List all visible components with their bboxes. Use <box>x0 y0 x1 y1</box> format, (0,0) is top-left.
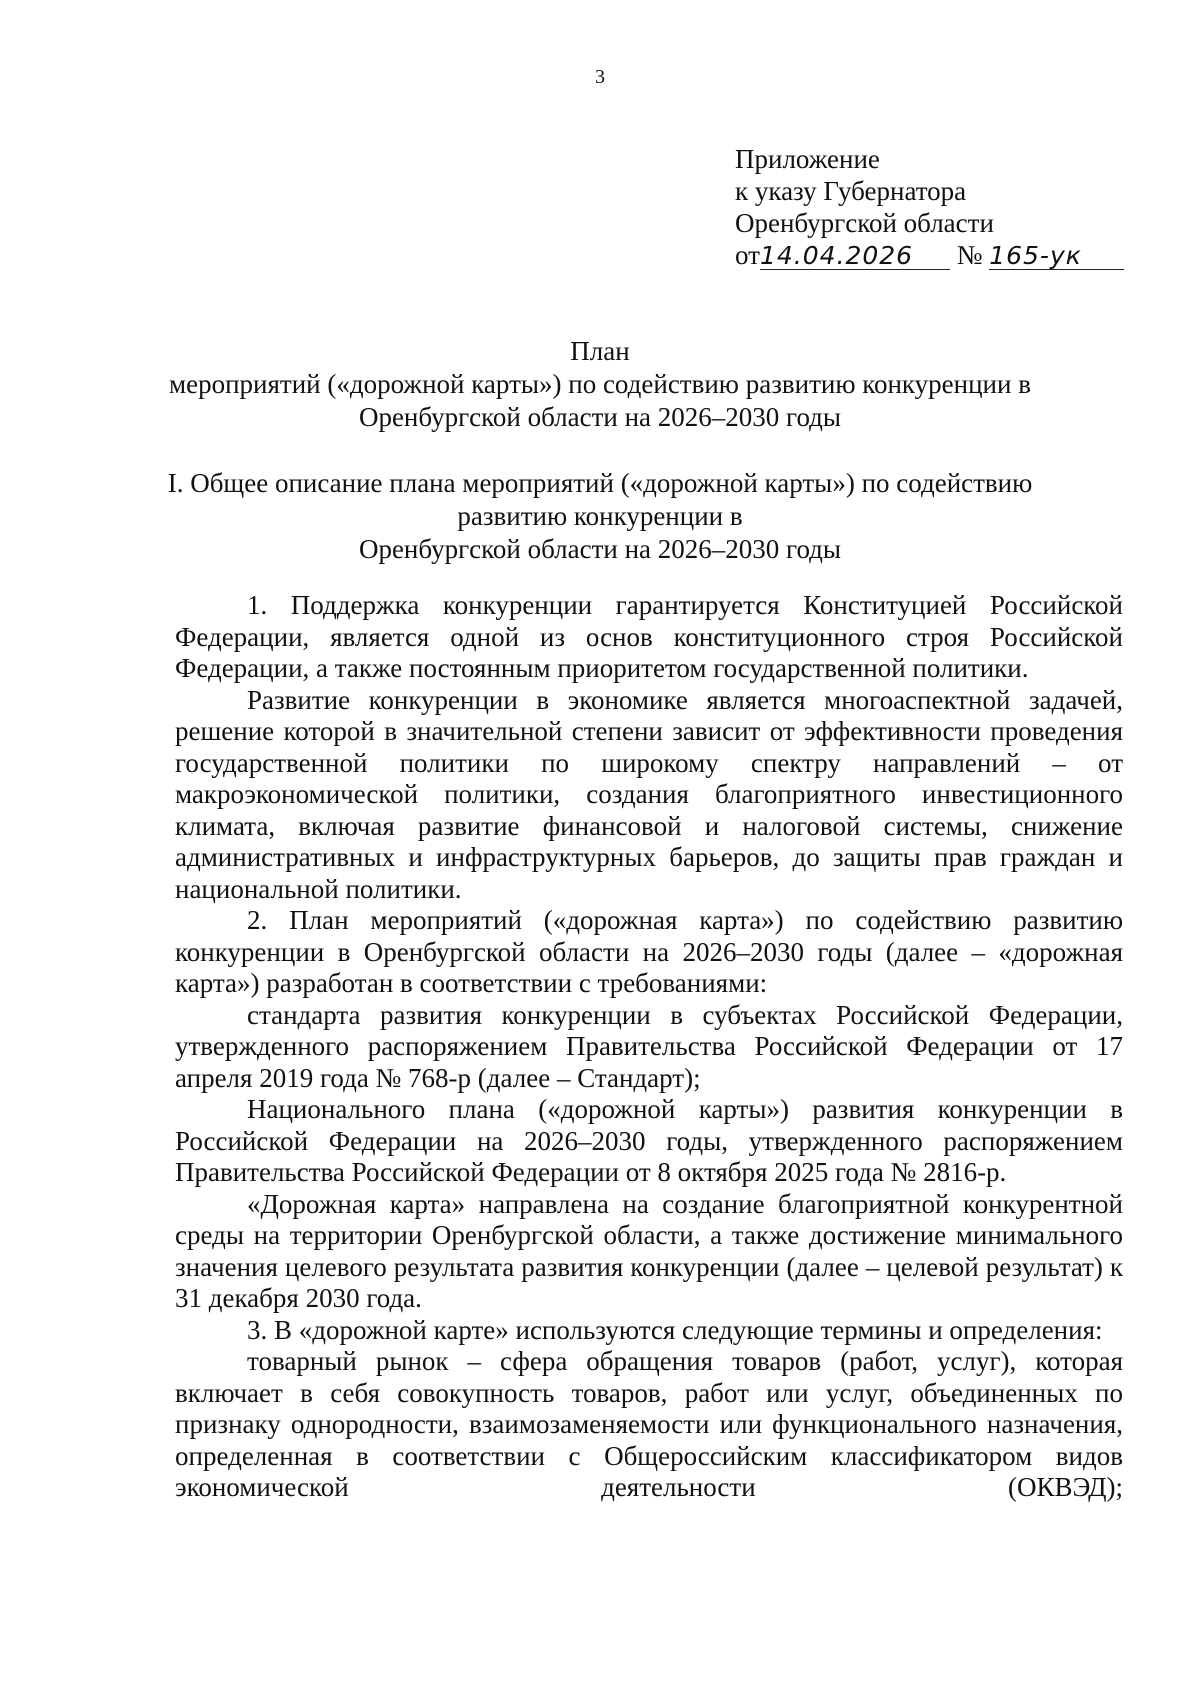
number-sign: № <box>956 240 983 270</box>
appendix-region: Оренбургской области <box>735 208 994 238</box>
appendix-label: Приложение <box>735 144 880 174</box>
title-word: План <box>570 336 630 366</box>
date-prefix: от <box>735 240 760 270</box>
section-heading-text: I. Общее описание плана мероприятий («дорожной карты») по содействию развитию конкуренции в <box>167 468 1033 531</box>
paragraph-2: Развитие конкуренции в экономике является многоаспектной задачей, решение которой в значительной степени зависит от эффективности проведения государственной политики по широкому спектру направлений – от макроэкономической политики, создания благоприятного инвестиционного климата, включая развитие финансовой и налоговой системы, снижение административных и инфраструктурных барьеров, до защиты прав граждан и национальной политики. <box>175 684 1123 904</box>
title-subject: мероприятий («дорожной карты») по содействию развитию конкуренции в Оренбургской области на 2026–2030 годы <box>169 369 1031 432</box>
appendix-date-number-line <box>735 239 1124 271</box>
paragraph-6: «Дорожная карта» направлена на создание благоприятной конкурентной среды на территории Оренбургской области, а также достижение минимального значения целевого результата развития конкуренции (далее – целевой результат) к 31 декабря 2030 года. <box>175 1188 1123 1313</box>
paragraph-7: 3. В «дорожной карте» используются следующие термины и определения: <box>247 1314 1103 1345</box>
paragraph-3: 2. План мероприятий («дорожная карта») по содействию развитию конкуренции в Оренбургской области на 2026–2030 годы (далее – «дорожная карта») разработан в соответствии с требованиями: <box>175 905 1123 998</box>
page-number: 3 <box>595 66 605 88</box>
paragraph-5: Национального плана («дорожной карты») развития конкуренции в Российской Федерации на 2026–2030 годы, утвержденного распоряжением Правительства Российской Федерации от 8 октября 2025 года № 2816-р. <box>175 1094 1123 1187</box>
body-text <box>175 590 1123 1504</box>
handwritten-number: 165-ук <box>989 241 1082 270</box>
section-heading-region: Оренбургской области на 2026–2030 годы <box>358 534 842 564</box>
paragraph-8: товарный рынок – сфера обращения товаров (работ, услуг), которая включает в себя совокупность товаров, работ или услуг, объединенных по признаку однородности, взаимозаменяемости или функционального назначения, определенная в соответствии с Общероссийским классификатором видов экономической деятельности (ОКВЭД); <box>175 1346 1123 1502</box>
paragraph-1: 1. Поддержка конкуренции гарантируется Конституцией Российской Федерации, является одной из основ конституционного строя Российской Федерации, а также постоянным приоритетом государственной политики. <box>175 590 1123 683</box>
paragraph-4: стандарта развития конкуренции в субъектах Российской Федерации, утвержденного распоряжением Правительства Российской Федерации от 17 апреля 2019 года № 768-р (далее – Стандарт); <box>175 999 1123 1093</box>
document-title <box>150 335 1050 434</box>
section-heading <box>160 467 1040 566</box>
handwritten-date: 14.04.2026 <box>759 241 914 270</box>
appendix-block <box>735 143 1124 271</box>
appendix-decree-ref: к указу Губернатора <box>735 176 967 206</box>
